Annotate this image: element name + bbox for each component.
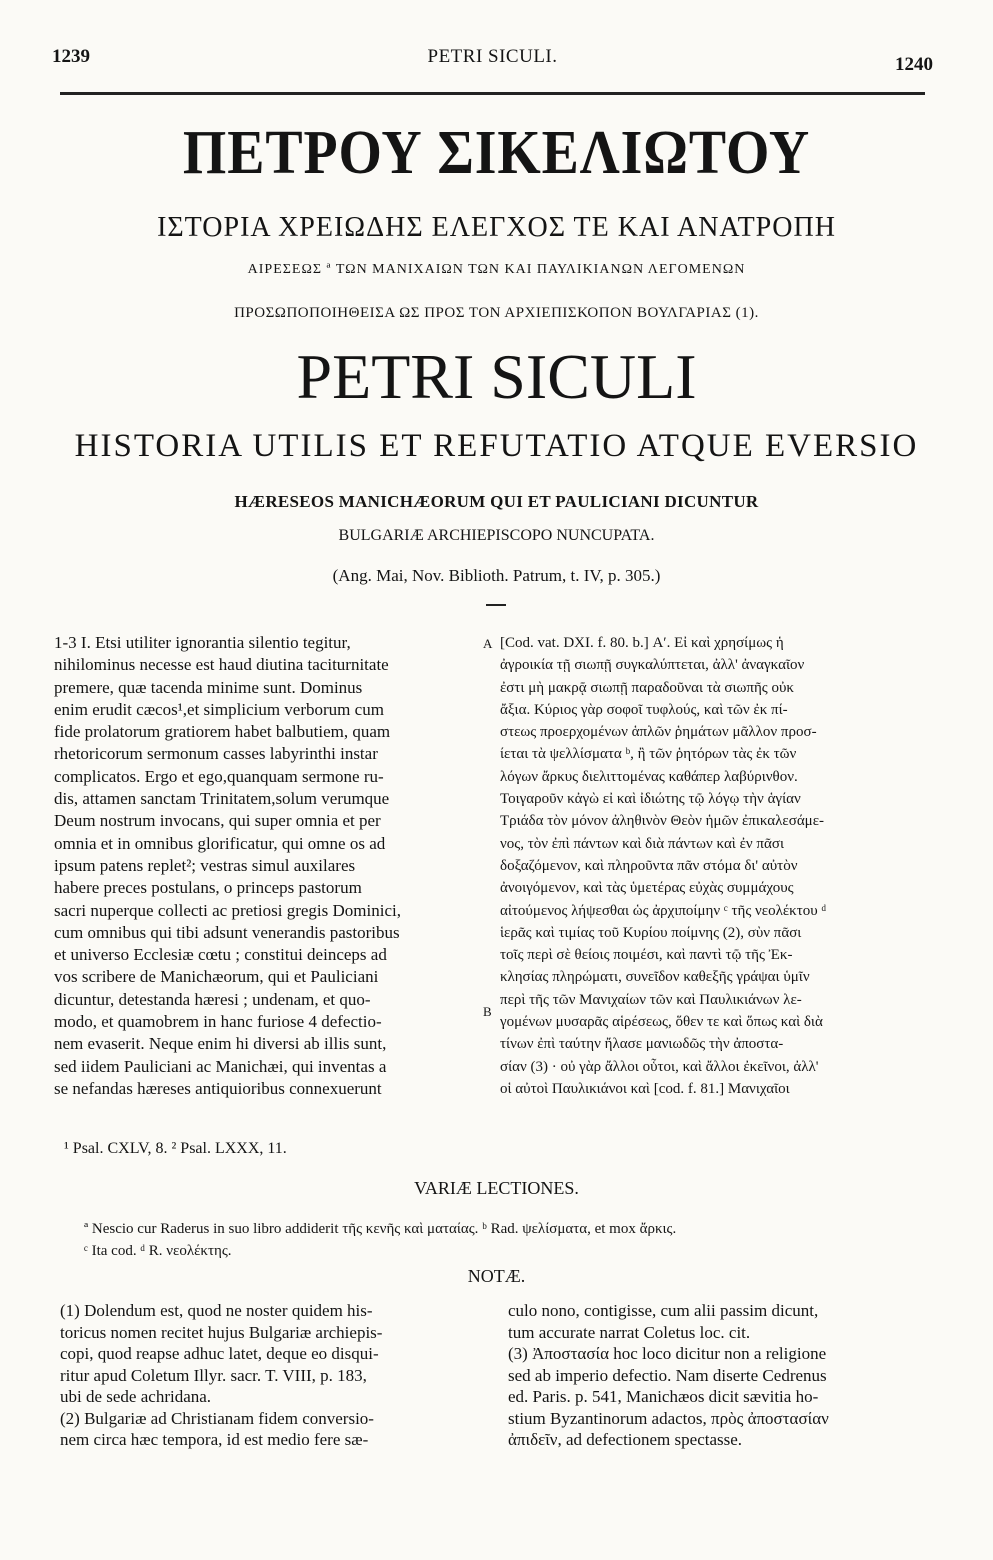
latin-text-line: sacri nuperque collecti ac pretiosi gregis Dominici, — [54, 900, 401, 920]
latin-subtitle-1: HISTORIA UTILIS ET REFUTATIO ATQUE EVERSIO — [74, 428, 919, 464]
variae-heading: VARIÆ LECTIONES. — [414, 1178, 579, 1198]
latin-text-line: se nefandas hæreses antiquioribus connexuerunt — [54, 1078, 382, 1098]
source-citation: (Ang. Mai, Nov. Biblioth. Patrum, t. IV, p. 305.) — [332, 566, 661, 585]
greek-text-line: ἀγροικία τῇ σιωπῇ συγκαλύπτεται, ἀλλ' ἀναγκαῖον — [500, 657, 805, 674]
note-line: culo nono, contigisse, cum alii passim dicunt, — [508, 1301, 819, 1320]
note-line: (1) Dolendum est, quod ne noster quidem his- — [60, 1301, 373, 1320]
running-header — [52, 46, 933, 76]
note-line: ritur apud Coletum Illyr. sacr. T. VIII, p. 183, — [60, 1365, 367, 1385]
scripture-footnotes: ¹ Psal. CXLV, 8. ² Psal. LXXX, 11. — [64, 1140, 287, 1157]
greek-text-line: δοξαζόμενον, καὶ πληροῦντα πᾶν στόμα δι' αὐτὸν — [500, 857, 798, 874]
greek-text-line: περὶ τῆς τῶν Μανιχαίων τῶν καὶ Παυλικιάνων λε- — [500, 991, 802, 1008]
greek-subtitle-2: ΑΙΡΕΣΕΩΣ ª ΤΩΝ ΜΑΝΙΧΑΙΩΝ ΤΩΝ ΚΑΙ ΠΑΥΛΙΚΙΑΝΩΝ ΛΕΓΟΜΕΝΩΝ — [247, 262, 746, 277]
greek-text-line: Τριάδα τὸν μόνον ἀληθινὸν Θεὸν ἡμῶν ἐπικαλεσάμε- — [500, 813, 825, 830]
greek-text-column — [500, 632, 940, 1100]
notes-left-column — [60, 1300, 490, 1451]
note-line: ἀπιδεῖν, ad defectionem spectasse. — [508, 1430, 743, 1449]
note-line: sed ab imperio defectio. Nam diserte Cedrenus — [508, 1365, 827, 1385]
greek-text-line: νος, τὸν ἐπὶ πάντων καὶ διὰ πάντων καὶ ἐν πᾶσι — [500, 835, 784, 852]
note-line: stium Byzantinorum adactos, πρὸς ἀποστασίαν — [508, 1408, 829, 1428]
greek-subtitle-3: ΠΡΟΣΩΠΟΠΟΙΗΘΕΙΣΑ ΩΣ ΠΡΟΣ ΤΟΝ ΑΡΧΙΕΠΙΣΚΟΠΟΝ ΒΟΥΛΓΑΡΙΑΣ (1). — [234, 305, 759, 321]
notae-heading: NOTÆ. — [467, 1266, 526, 1286]
variae-line-2: ᶜ Ita cod. ᵈ R. νεολέκτης. — [84, 1243, 232, 1259]
latin-text-line: et universo Ecclesiæ cœtu ; constitui deinceps ad — [54, 945, 387, 965]
latin-text-line: rhetoricorum sermonum casses labyrinthi instar — [54, 744, 378, 764]
note-line: (2) Bulgariæ ad Christianam fidem conversio- — [60, 1408, 374, 1428]
greek-text-line: ἀνοιγόμενον, καὶ τὰς ὑμετέρας εὐχὰς συμμάχους — [500, 880, 794, 897]
latin-text-line: Deum nostrum invocans, qui super omnia et per — [54, 811, 381, 831]
greek-text-line: σίαν (3) · οὐ γὰρ ἄλλοι οὗτοι, καὶ ἄλλοι ἐκεῖνοι, ἀλλ' — [500, 1058, 819, 1075]
latin-text-line: habere preces postulans, o princeps pastorum — [54, 878, 362, 898]
note-line: toricus nomen recitet hujus Bulgariæ archiepis- — [60, 1322, 383, 1342]
header-rule — [60, 92, 925, 95]
latin-text-column — [54, 632, 484, 1100]
greek-text-line: ἄξια. Κύριος γὰρ σοφοῖ τυφλούς, καὶ τῶν ἐκ πί- — [500, 701, 788, 718]
notes-right-column — [508, 1300, 948, 1451]
latin-text-line: vos scribere de Manichæorum, qui et Pauliciani — [54, 967, 379, 987]
latin-text-line: dis, attamen sanctam Trinitatem,solum verumque — [54, 789, 390, 809]
latin-text-line: enim erudit cæcos¹,et simplicium verborum cum — [54, 699, 384, 719]
margin-marker-b: B — [483, 1004, 492, 1019]
greek-text-line: ἐστι μὴ μακρᾷ σιωπῇ παραδοῦναι τὰ σιωπῆς οὐκ — [500, 679, 794, 696]
variae-line-1: ª Nescio cur Raderus in suo libro addiderit τῆς κενῆς καὶ ματαίας. ᵇ Rad. ψελίσματα, et mox ἄρκις. — [84, 1221, 677, 1237]
greek-text-line: τίνων ἐπὶ ταύτην ἤλασε μανιωδῶς τὴν ἀποστα- — [500, 1036, 784, 1053]
latin-text-line: cum omnibus qui tibi adsunt venerandis pastoribus — [54, 922, 400, 942]
latin-text-line: premere, quæ tacenda minime sunt. Dominus — [54, 677, 363, 697]
latin-text-line: nem evaserit. Neque enim hi diversi ab illis sunt, — [54, 1034, 387, 1054]
greek-text-line: [Cod. vat. DXI. f. 80. b.] Αʹ. Εἰ καὶ χρησίμως ἡ — [500, 635, 784, 651]
latin-text-line: sed iidem Pauliciani ac Manichæi, qui inventas a — [54, 1056, 387, 1076]
greek-text-line: κλησίας πληρώματι, συνεῖδον καθεξῆς γράψαι ὑμῖν — [500, 969, 810, 986]
greek-text-line: ἱερᾶς καὶ τιμίας τοῦ Κυρίου ποίμνης (2), σὺν πᾶσι — [500, 924, 802, 941]
greek-text-line: στεως προερχομένων ἁπλῶν ῥημάτων μᾶλλον προσ- — [500, 724, 817, 741]
latin-subtitle-3: BULGARIÆ ARCHIEPISCOPO NUNCUPATA. — [338, 527, 655, 544]
greek-text-line: αἰτούμενος λήψεσθαι ὡς ἀρχιποίμην ᶜ τῆς νεολέκτου ᵈ — [500, 902, 827, 919]
section-dash — [486, 604, 506, 606]
latin-text-line: nihilominus necesse est haud diutina taciturnitate — [54, 655, 389, 675]
greek-text-line: γομένων μυσαρᾶς αἱρέσεως, ὅθεν τε καὶ ὅπως καὶ διὰ — [500, 1014, 823, 1031]
greek-text-line: τοῖς περὶ σὲ θείοις ποιμέσι, καὶ παντὶ τῷ τῆς Ἐκ- — [500, 947, 793, 964]
greek-title: ΠΕΤΡΟΥ ΣΙΚΕΛΙΩΤΟΥ — [182, 119, 811, 187]
note-line: ubi de sede achridana. — [60, 1387, 212, 1406]
latin-text-line: modo, et quamobrem in hanc furiose 4 defectio- — [54, 1012, 382, 1032]
greek-text-line: ίεται τὰ ψελλίσματα ᵇ, ἢ τῶν ῥητόρων τὰς ἐκ τῶν — [500, 746, 797, 763]
note-line: ed. Paris. p. 541, Manichæos dicit sævitia ho- — [508, 1387, 819, 1406]
latin-text-line: dicuntur, detestanda hæresi ; undenam, et quo- — [54, 989, 371, 1009]
note-line: copi, quod reapse adhuc latet, deque eo disqui- — [60, 1344, 379, 1363]
latin-title: PETRI SICULI — [296, 341, 697, 412]
greek-text-line: λόγων ἄρκυς διελιττομένας καθάπερ λαβύρινθον. — [500, 768, 798, 785]
latin-text-line: fide prolatorum gratiorem habet balbutiem, quam — [54, 722, 391, 742]
greek-text-line: Τοιγαροῦν κἀγὼ εἰ καὶ ἰδιώτης τῷ λόγῳ τὴν ἁγίαν — [500, 791, 801, 808]
note-line: (3) Ἀποστασία hoc loco dicitur non a religione — [508, 1344, 827, 1363]
greek-text-line: οἱ αὐτοὶ Παυλικιάνοι καὶ [cod. f. 81.] Μανιχαῖοι — [500, 1080, 790, 1097]
right-column-number: 1240 — [895, 54, 933, 75]
latin-text-line: 1-3 I. Etsi utiliter ignorantia silentio tegitur, — [54, 633, 351, 652]
note-line: tum accurate narrat Coletus loc. cit. — [508, 1322, 751, 1342]
latin-text-line: ipsum patens replet²; vestras simul auxilares — [54, 855, 356, 875]
latin-subtitle-2: HÆRESEOS MANICHÆORUM QUI ET PAULICIANI DICUNTUR — [234, 492, 759, 511]
left-column-number: 1239 — [52, 46, 90, 67]
running-title: PETRI SICULI. — [427, 46, 558, 67]
margin-marker-a: A — [483, 636, 493, 651]
greek-subtitle-1: ΙΣΤΟΡΙΑ ΧΡΕΙΩΔΗΣ ΕΛΕΓΧΟΣ ΤΕ ΚΑΙ ΑΝΑΤΡΟΠΗ — [157, 212, 836, 243]
latin-text-line: omnia et in omnibus glorificatur, qui omne os ad — [54, 833, 386, 853]
latin-text-line: complicatos. Ergo et ego,quanquam sermone ru- — [54, 766, 384, 786]
note-line: nem circa hæc tempora, id est medio fere sæ- — [60, 1430, 369, 1449]
